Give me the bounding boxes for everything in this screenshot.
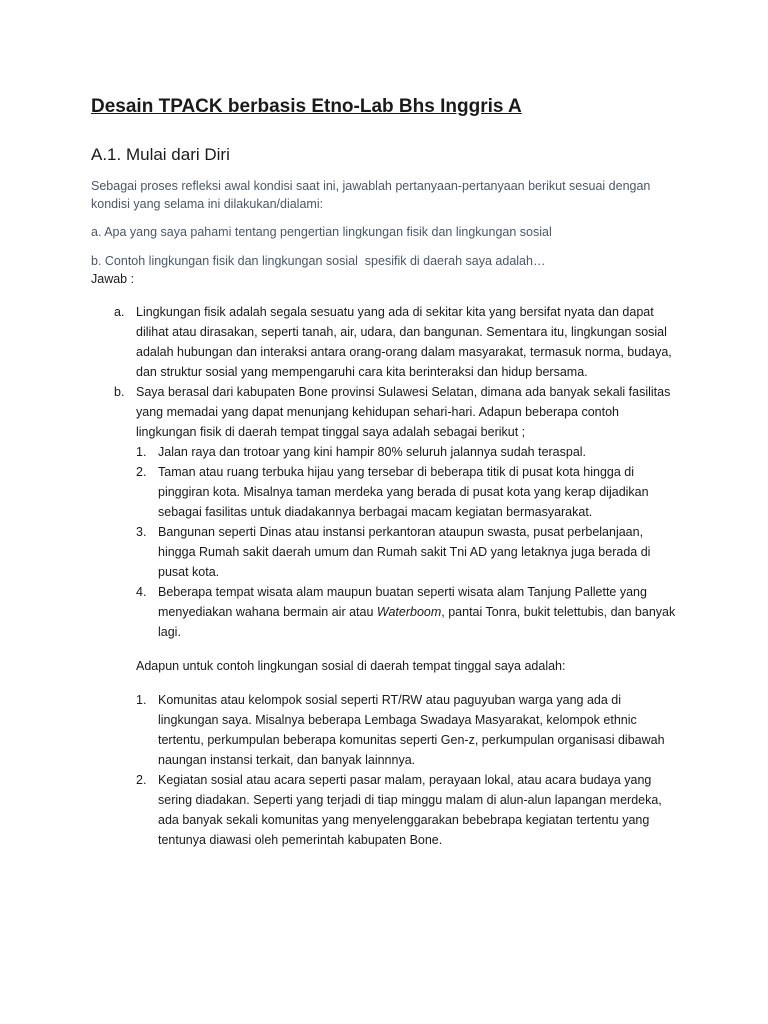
physical-example-4: [0, 582, 682, 642]
section-heading: A.1. Mulai dari Diri: [91, 145, 230, 164]
physical-example-2: [0, 462, 682, 522]
list-number: 2.: [136, 773, 147, 787]
physical-example-text: Jalan raya dan trotoar yang kini hampir 80% seluruh jalannya sudah teraspal.: [158, 445, 587, 459]
physical-example-text: Taman atau ruang terbuka hijau yang tersebar di beberapa titik di pusat kota hingga di pinggiran kota. Misalnya taman merdeka yang berada di pusat kota yang kerap dijadikan sebagai fasilitas untuk diadakannya berbagai macam kegiatan bermasyarakat.: [158, 465, 649, 519]
answer-b-text: Saya berasal dari kabupaten Bone provinsi Sulawesi Selatan, dimana ada banyak sekali fasilitas yang memadai yang dapat menunjang kehidupan sehari-hari. Adapun beberapa contoh lingkungan fisik di daerah tempat tinggal saya adalah sebagai berikut ;: [136, 385, 671, 439]
list-number: 4.: [136, 585, 147, 599]
document-title: Desain TPACK berbasis Etno-Lab Bhs Inggris A: [91, 96, 522, 117]
list-number: 3.: [136, 525, 147, 539]
social-example-text: Komunitas atau kelompok sosial seperti RT/RW atau paguyuban warga yang ada di lingkungan saya. Misalnya beberapa Lembaga Swadaya Masyarakat, kelompok ethnic tertentu, perkumpulan beberapa komunitas seperti Gen-z, perkumpulan organisasi dibawah naungan instansi terkait, dan banyak lainnnya.: [158, 693, 665, 767]
physical-example-text: [158, 585, 675, 639]
list-number: 2.: [136, 465, 147, 479]
list-number: 1.: [136, 445, 147, 459]
social-example-2: [0, 770, 682, 850]
answer-a-text: Lingkungan fisik adalah segala sesuatu yang ada di sekitar kita yang bersifat nyata dan dapat dilihat atau dirasakan, seperti tanah, air, udara, dan bangunan. Sementara itu, lingkungan sosial adalah hubungan dan interaksi antara orang-orang dalam masyarakat, termasuk norma, budaya, dan struktur sosial yang mempengaruhi cara kita berinteraksi dan hidup bersama.: [136, 305, 672, 379]
answer-item-a: [0, 302, 682, 382]
list-marker: a.: [114, 305, 125, 319]
answer-label: Jawab :: [91, 272, 135, 286]
social-intro: Adapun untuk contoh lingkungan sosial di daerah tempat tinggal saya adalah:: [136, 659, 566, 673]
list-number: 1.: [136, 693, 147, 707]
physical-example-3: [0, 522, 682, 582]
answer-item-b: [0, 382, 682, 442]
social-example-1: [0, 690, 682, 770]
social-example-text: Kegiatan sosial atau acara seperti pasar malam, perayaan lokal, atau acara budaya yang sering diadakan. Seperti yang terjadi di tiap minggu malam di alun-alun lapangan merdeka, ada banyak sekali komunitas yang menyelenggarakan bebebrapa kegiatan tertentu yang tentunya diawasi oleh pemerintah kabupaten Bone.: [158, 773, 662, 847]
answer-list: [0, 302, 768, 850]
text-segment: , pantai Tonra, bukit telettubis, dan banyak lagi.: [158, 605, 676, 639]
question-b: b. Contoh lingkungan fisik dan lingkungan sosial spesifik di daerah saya adalah…: [91, 254, 546, 268]
physical-example-text: Bangunan seperti Dinas atau instansi perkantoran ataupun swasta, pusat perbelanjaan, hingga Rumah sakit daerah umum dan Rumah sakit Tni AD yang letaknya juga berada di pusat kota.: [158, 525, 651, 579]
text-segment: Beberapa tempat wisata alam maupun buatan seperti wisata alam Tanjung Pallette yang menyediakan wahana bermain air atau: [158, 585, 647, 619]
list-marker: b.: [114, 385, 125, 399]
intro-paragraph: Sebagai proses refleksi awal kondisi saat ini, jawablah pertanyaan-pertanyaan berikut sesuai dengan kondisi yang selama ini dilakukan/dialami:: [91, 179, 651, 211]
italic-term: Waterboom: [376, 605, 442, 619]
question-a: a. Apa yang saya pahami tentang pengertian lingkungan fisik dan lingkungan sosial: [91, 225, 552, 239]
physical-example-1: [0, 442, 682, 462]
